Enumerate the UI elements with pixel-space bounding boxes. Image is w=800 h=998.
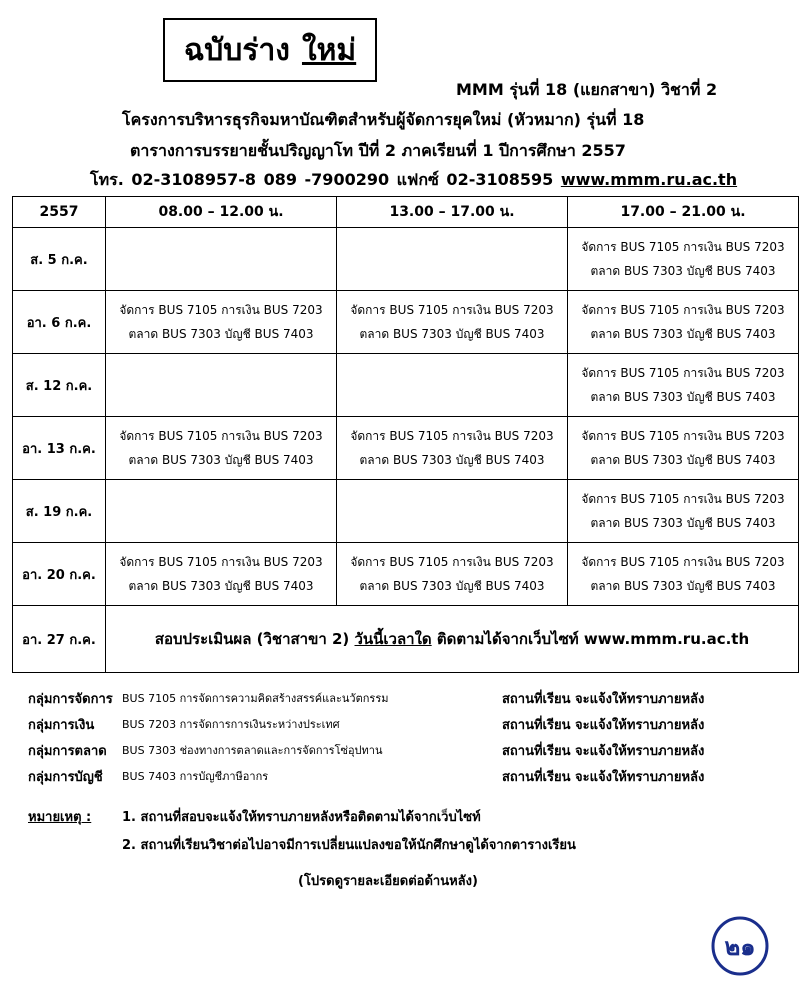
table-header-row [13,197,799,228]
course-line-2: ตลาด BUS 7303 บัญชี BUS 7403 [128,579,314,593]
group-place: สถานที่เรียน จะแจ้งให้ทราบภายหลัง [502,770,705,785]
header-afternoon: 13.00 – 17.00 น. [337,197,568,228]
course-line-2: ตลาด BUS 7303 บัญชี BUS 7403 [128,327,314,341]
row-date: ส. 5 ก.ค. [13,228,106,291]
draft-title-box [163,18,377,82]
lecture-schedule-table [12,196,799,673]
course-group-list [28,688,768,792]
course-line-1: จัดการ BUS 7105 การเงิน BUS 7203 [350,429,554,443]
group-course: BUS 7203 การจัดการการเงินระหว่างประเทศ [122,718,340,731]
course-line-1: จัดการ BUS 7105 การเงิน BUS 7203 [350,555,554,569]
table-row [13,480,799,543]
course-line-1: จัดการ BUS 7105 การเงิน BUS 7203 [581,429,785,443]
row-date: อา. 20 ก.ค. [13,543,106,606]
group-place: สถานที่เรียน จะแจ้งให้ทราบภายหลัง [502,718,705,733]
time-slot-cell [106,480,337,543]
course-group-row [28,688,768,714]
time-slot-cell [106,228,337,291]
course-line-1: จัดการ BUS 7105 การเงิน BUS 7203 [119,555,323,569]
table-row [13,354,799,417]
time-slot-cell [106,543,337,606]
course-line-2: ตลาด BUS 7303 บัญชี BUS 7403 [590,579,776,593]
table-row [13,291,799,354]
time-slot-cell [568,417,799,480]
course-line-1: จัดการ BUS 7105 การเงิน BUS 7203 [350,303,554,317]
exam-text-underlined: วันนี้เวลาใด [354,630,432,648]
time-slot-cell [568,228,799,291]
row-date: อา. 13 ก.ค. [13,417,106,480]
course-line-2: ตลาด BUS 7303 บัญชี BUS 7403 [359,579,545,593]
contact-phone: โทร. 02-3108957-8 089 -7900290 แฟกซ์ 02-3108595 [90,170,554,189]
contact-url: www.mmm.ru.ac.th [560,170,738,189]
time-slot-cell [337,228,568,291]
exam-row [13,606,799,673]
time-slot-cell [337,543,568,606]
schedule-title: ตารางการบรรยายชั้นปริญญาโท ปีที่ 2 ภาคเรียนที่ 1 ปีการศึกษา 2557 [130,141,626,160]
time-slot-cell [106,354,337,417]
course-line-2: ตลาด BUS 7303 บัญชี BUS 7403 [590,327,776,341]
draft-label: ฉบับร่าง [183,32,290,68]
remark-1: 1. สถานที่สอบจะแจ้งให้ทราบภายหลังหรือติดตามได้จากเว็บไซท์ [122,810,481,825]
exam-text-after: ติดตามได้จากเว็บไซท์ www.mmm.ru.ac.th [431,630,750,648]
group-label: กลุ่มการจัดการ [28,692,113,707]
remark-2: 2. สถานที่เรียนวิชาต่อไปอาจมีการเปลี่ยนแปลงขอให้นักศึกษาดูได้จากตารางเรียน [122,838,576,853]
group-place: สถานที่เรียน จะแจ้งให้ทราบภายหลัง [502,692,705,707]
time-slot-cell [568,354,799,417]
new-label: ใหม่ [301,32,357,68]
course-line-1: จัดการ BUS 7105 การเงิน BUS 7203 [581,303,785,317]
time-slot-cell [337,417,568,480]
exam-date: อา. 27 ก.ค. [13,606,106,673]
course-line-2: ตลาด BUS 7303 บัญชี BUS 7403 [359,327,545,341]
course-line-2: ตลาด BUS 7303 บัญชี BUS 7403 [590,516,776,530]
exam-text [106,627,798,651]
exam-cell [106,606,799,673]
course-line-2: ตลาด BUS 7303 บัญชี BUS 7403 [359,453,545,467]
course-line-1: จัดการ BUS 7105 การเงิน BUS 7203 [119,429,323,443]
row-date: ส. 12 ก.ค. [13,354,106,417]
header-evening: 17.00 – 21.00 น. [568,197,799,228]
time-slot-cell [568,480,799,543]
time-slot-cell [106,291,337,354]
group-label: กลุ่มการตลาด [28,744,107,759]
page-number-stamp [708,914,772,978]
exam-text-before: สอบประเมินผล (วิชาสาขา 2) [154,630,355,648]
group-course: BUS 7105 การจัดการความคิดสร้างสรรค์และนวัตกรรม [122,692,389,705]
page-number-text: ๒๑ [724,933,756,961]
group-place: สถานที่เรียน จะแจ้งให้ทราบภายหลัง [502,744,705,759]
program-subtitle: MMM รุ่นที่ 18 (แยกสาขา) วิชาที่ 2 [456,80,718,99]
course-line-1: จัดการ BUS 7105 การเงิน BUS 7203 [581,240,785,254]
group-course: BUS 7303 ช่องทางการตลาดและการจัดการโซ่อุปทาน [122,744,383,757]
header-morning: 08.00 – 12.00 น. [106,197,337,228]
time-slot-cell [568,543,799,606]
course-line-1: จัดการ BUS 7105 การเงิน BUS 7203 [581,366,785,380]
course-group-row [28,740,768,766]
course-line-1: จัดการ BUS 7105 การเงิน BUS 7203 [119,303,323,317]
row-date: ส. 19 ก.ค. [13,480,106,543]
header-year: 2557 [13,197,106,228]
row-date: อา. 6 ก.ค. [13,291,106,354]
course-group-row [28,714,768,740]
course-line-1: จัดการ BUS 7105 การเงิน BUS 7203 [581,555,785,569]
time-slot-cell [337,354,568,417]
table-row [13,543,799,606]
course-line-2: ตลาด BUS 7303 บัญชี BUS 7403 [590,390,776,404]
footer-note: (โปรดดูรายละเอียดต่อด้านหลัง) [298,874,478,889]
course-line-1: จัดการ BUS 7105 การเงิน BUS 7203 [581,492,785,506]
time-slot-cell [337,291,568,354]
table-row [13,228,799,291]
project-title: โครงการบริหารธุรกิจมหาบัณฑิตสำหรับผู้จัดการยุคใหม่ (หัวหมาก) รุ่นที่ 18 [122,110,645,129]
group-label: กลุ่มการเงิน [28,718,95,733]
time-slot-cell [568,291,799,354]
remarks-label: หมายเหตุ : [28,810,92,825]
time-slot-cell [106,417,337,480]
course-line-2: ตลาด BUS 7303 บัญชี BUS 7403 [128,453,314,467]
group-course: BUS 7403 การบัญชีภาษีอากร [122,770,269,783]
course-group-row [28,766,768,792]
table-row [13,417,799,480]
contact-info [90,168,737,193]
time-slot-cell [337,480,568,543]
course-line-2: ตลาด BUS 7303 บัญชี BUS 7403 [590,453,776,467]
course-line-2: ตลาด BUS 7303 บัญชี BUS 7403 [590,264,776,278]
group-label: กลุ่มการบัญชี [28,770,103,785]
